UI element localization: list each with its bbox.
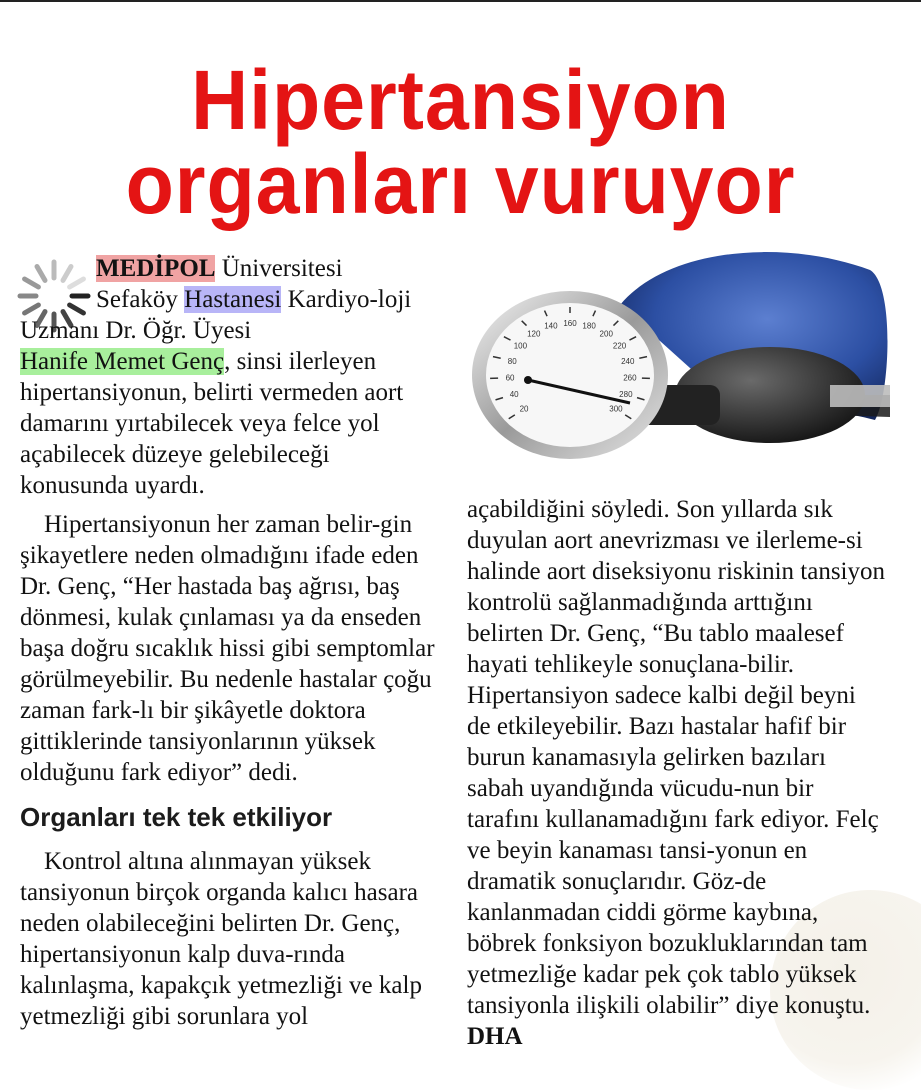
gauge-tick-label: 280 [619,390,633,399]
lead-rest: , sinsi ilerleyen hipertansiyonun, belirti vermeden aort damarını yırtabilecek veya felce yol açabilecek düzeye gelebileceği konusunda uyardı. [20,348,403,499]
gauge-tick-label: 60 [506,374,515,383]
post-hospital-line: Kardiyo-loji Uzmanı Dr. Öğr. Üyesi [20,286,411,344]
news-source: DHA [467,1023,523,1050]
article-headline [28,58,894,226]
hospital-name: Hastanesi [184,286,281,313]
gauge-tick-label: 180 [582,322,596,331]
subheading: Organları tek tek etkiliyor [20,802,438,832]
gauge-tick-label: 220 [613,342,627,351]
right-column-text [467,494,885,1052]
lead-paragraph [20,253,438,501]
right-column-body: açabildiğini söyledi. Son yıllarda sık duyulan aort anevrizması ve ilerleme-si halinde aort diseksiyonu riskinin tansiyon kontrolü sağlanmadığında arttığını belirten Dr. Genç, “Bu tablo maalesef hayati tehlikeyle sonuçlana-bilir. Hipertansiyon sadece kalbi değil beyni de etkileyebilir. Bazı hastalar hafif bir burun kanamasıyla gelirken bazıları sabah uyandığında vücudu-nun bir tarafını kullanamadığını fark ediyor. Felç ve beyin kanaması tansi-yonun en dramatik sonuçlarıdır. Göz-de kanlanmadan ciddi görme kaybına, böbrek fonksiyon bozukluklarından tam yetmezliğe kadar pek çok tablo yüksek tansiyonla ilişkili olabilir” diye konuştu. [467,496,885,1019]
gauge-pivot [524,376,532,384]
gauge-tick-label: 140 [544,322,558,331]
headline-line-2: organları vuruyor [28,142,894,226]
gauge-tick-label: 200 [600,330,614,339]
org-rest: Üniversitesi [215,255,342,282]
gauge-tick-label: 240 [621,357,635,366]
paragraph-2: Hipertansiyonun her zaman belir-gin şikayetlere neden olmadığını ifade eden Dr. Genç, “Her hastada baş ağrısı, baş dönmesi, kulak çınlaması ya da enseden başa doğru sıcaklık hissi gibi semptomlar görülmeyebilir. Bu nedenle hastalar çoğu zaman fark-lı bir şikâyetle doktora gittiklerinde tansiyonlarının yüksek olduğunu fark ediyor” dedi. [20,509,438,788]
blood-pressure-photo [470,245,890,481]
top-rule [0,0,921,2]
gauge-tick-label: 260 [623,374,637,383]
gauge-tick-label: 40 [510,390,519,399]
left-column [20,253,438,1032]
gauge-tick-label: 160 [563,319,577,328]
paragraph-3: Kontrol altına alınmayan yüksek tansiyonun birçok organda kalıcı hasara neden olabileceğini belirten Dr. Genç, hipertansiyonun kalp duva-rında kalınlaşma, kapakçık yetmezliği ve kalp yetmezliği gibi sorunlara yol [20,846,438,1032]
right-column [467,494,885,1052]
gauge-tick-label: 100 [514,342,528,351]
gauge-tick-label: 300 [609,404,623,413]
pre-hospital: Sefaköy [96,286,184,313]
valve-metal [830,385,890,407]
doctor-name: Hanife Memet Genç [20,348,224,375]
gauge-tick-label: 120 [527,330,541,339]
gauge-tick-label: 20 [520,404,529,413]
headline-line-1: Hipertansiyon [28,58,894,142]
gauge-tick-label: 80 [508,357,517,366]
org-name: MEDİPOL [96,255,215,282]
